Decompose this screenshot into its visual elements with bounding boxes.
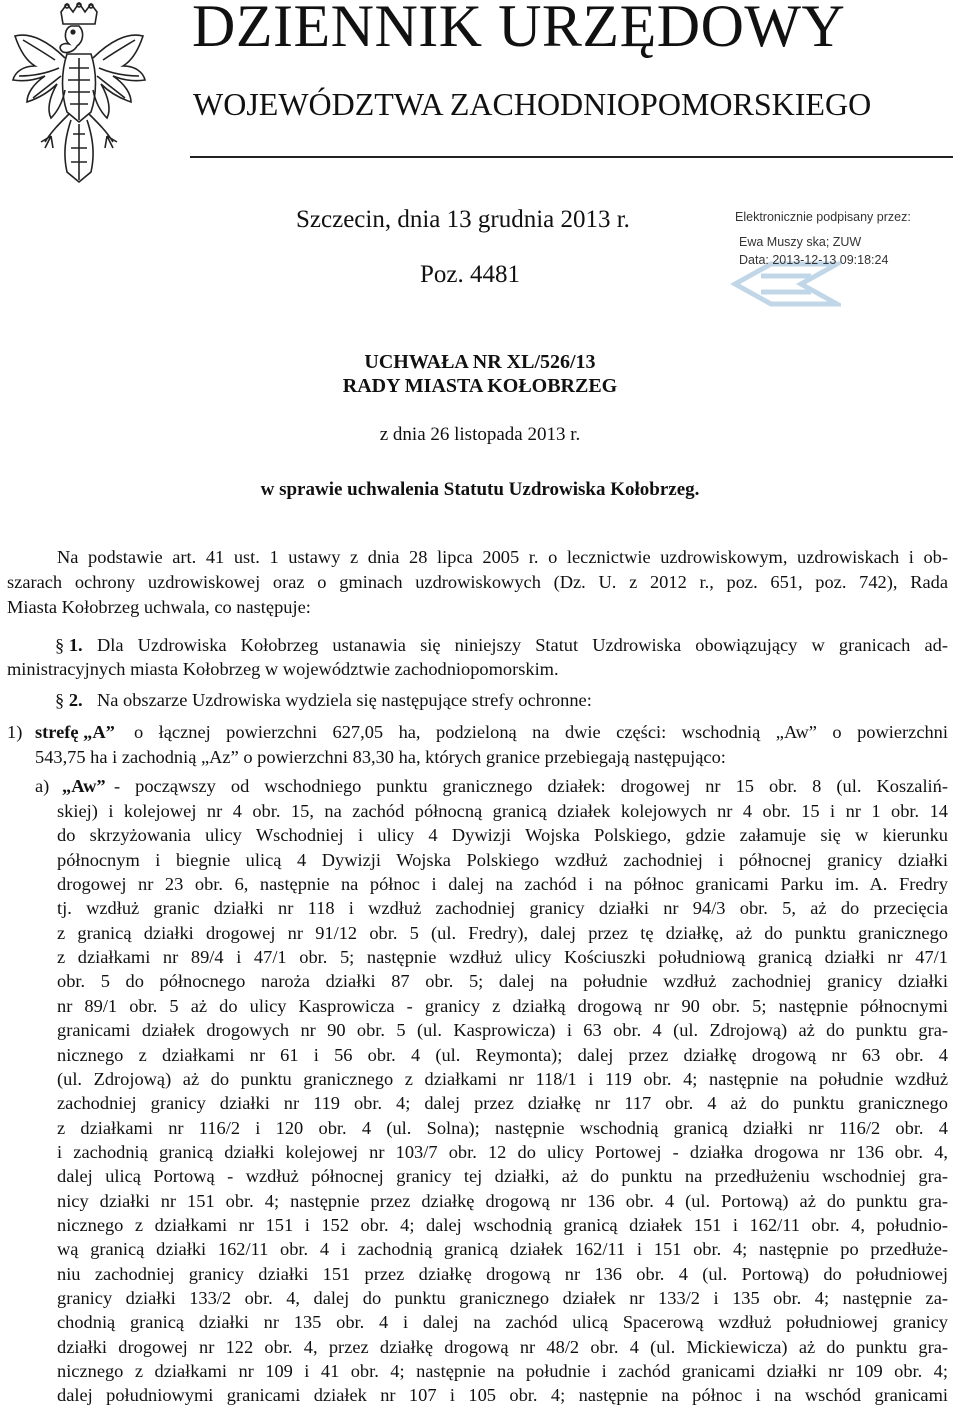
header-divider: [190, 156, 953, 158]
subitem-a-text: obr. 5 do północnego naroża działki 87 obr. 5; dalej na południe wzdłuż zachodniej granicy działki: [57, 971, 948, 992]
signature-watermark-icon: [731, 260, 841, 308]
zone-a-term: strefę „A”: [35, 722, 115, 742]
subitem-a-text: granicami działek drogowych nr 90 obr. 5 (ul. Kasprowicza) i 63 obr. 4 (ul. Zdrojową) aż do punktu gra-: [57, 1020, 948, 1041]
journal-subtitle: WOJEWÓDZTWA ZACHODNIOPOMORSKIEGO: [193, 86, 872, 122]
section-2-intro: Na obszarze Uzdrowiska wydziela się następujące strefy ochronne:: [97, 690, 592, 710]
subitem-a-text: nicznego z działkami nr 61 i 56 obr. 4 (ul. Reymonta); dalej przez działkę drogową nr 63 obr. 4: [57, 1044, 948, 1065]
subitem-a-text: dalej ulicą Portową - wzdłuż północnej granicy tej działki, aż do punktu na przedłużeniu wschodniej gra-: [57, 1166, 948, 1187]
signature-signer: Ewa Muszy ska; ZUW: [739, 235, 862, 249]
section-sign: §: [55, 690, 65, 710]
subitem-a-text: nr 89/1 obr. 5 aż do ulicy Kasprowicza - granicy z działką drogową nr 90 obr. 5; następnie północnymi: [57, 995, 948, 1016]
subitem-a-text: granicy działki 133/2 obr. 4, dalej do punktu granicznego działek nr 133/2 i 135 obr. 4; następnie za-: [57, 1288, 948, 1308]
subitem-a-text: chodnią granicą działki nr 135 obr. 4 i dalej na zachód ulicą Spacerową wzdłuż południowej granicy: [57, 1312, 948, 1333]
section-1-number: 1.: [68, 635, 83, 655]
issue-place-date: Szczecin, dnia 13 grudnia 2013 r.: [296, 206, 630, 233]
subitem-a-text: nicznego z działkami nr 151 i 152 obr. 4; dalej wschodnią granicą działek 151 i 162/11 obr. 4, południo-: [57, 1214, 948, 1235]
council-name: RADY MIASTA KOŁOBRZEG: [342, 375, 618, 397]
section-1-text: Dla Uzdrowiska Kołobrzeg ustanawia się niniejszy Statut Uzdrowiska obowiązujący w granicach ad-: [97, 635, 948, 655]
subitem-a-text: i zachodnią granicą działki kolejowej nr 103/7 obr. 12 do ulicy Portowej - działka drogowa nr 136 obr. 4,: [57, 1141, 948, 1162]
subitem-a-text: - począwszy od wschodniego punktu granicznego działek: drogowej nr 15 obr. 8 (ul. Koszaliń-: [114, 776, 948, 796]
subitem-a-text: drogowej nr 23 obr. 6, następnie na północ i dalej na zachód i na północ granicami Parku im. A. Fredry: [57, 874, 948, 895]
subitem-a-text: z działkami nr 89/4 i 47/1 obr. 5; następnie wzdłuż ulicy Kościuszki południową granicą działki nr 47/1: [57, 947, 948, 968]
resolution-date: z dnia 26 listopada 2013 r.: [379, 424, 581, 445]
position-number: Poz. 4481: [420, 261, 520, 288]
subitem-a-text: skiej) i kolejowej nr 4 obr. 15, na zachód północną granicą działek kolejowych nr 4 obr. 15 i nr 1 obr. 14: [57, 801, 948, 821]
preamble-line: Miasta Kołobrzeg uchwala, co następuje:: [7, 597, 311, 617]
section-2-marker: [55, 688, 83, 712]
subitem-a-text: nicznego z działkami nr 109 i 41 obr. 4; następnie na południe i zachód granicami działki nr 109 obr. 4;: [57, 1361, 948, 1382]
section-2-number: 2.: [68, 690, 83, 710]
zone-a-item-number: 1): [7, 722, 23, 742]
journal-title: DZIENNIK URZĘDOWY: [192, 0, 846, 59]
signature-label: Elektronicznie podpisany przez:: [735, 210, 911, 224]
section-1-marker: [55, 633, 83, 657]
subitem-a-text: do skrzyżowania ulicy Wschodniej i ulicy 4 Dywizji Wojska Polskiego, gdzie załamuje się w kierunku: [57, 825, 948, 846]
subitem-a-text: niu zachodniej granicy działki 151 przez działkę drogową nr 136 obr. 4 (ul. Portową) do południowej: [57, 1263, 948, 1284]
subitem-a-text: z działkami nr 116/2 i 120 obr. 4 (ul. Solna); następnie wschodnią granicą działki nr 116/2 obr. 4: [57, 1117, 948, 1138]
subitem-a-term: „Aw”: [62, 776, 106, 796]
subitem-a-text: zachodniej granicy działki nr 119 obr. 4; dalej przez działkę nr 117 obr. 4 aż do punktu granicznego: [57, 1093, 948, 1114]
zone-a-text: 543,75 ha i zachodnią „Az” o powierzchni 83,30 ha, których granice przebiegają następująco:: [35, 747, 726, 767]
subitem-a-text: z granicą działki drogowej nr 91/12 obr. 5 (ul. Fredry), dalej przez tę działkę, aż do punktu granicznego: [57, 922, 948, 943]
resolution-subject: w sprawie uchwalenia Statutu Uzdrowiska Kołobrzeg.: [260, 479, 700, 500]
preamble-line: Na podstawie art. 41 ust. 1 ustawy z dnia 28 lipca 2005 r. o lecznictwie uzdrowiskowym, uzdrowiskach i ob-: [57, 547, 948, 567]
subitem-a-text: tj. wzdłuż granic działki nr 118 i wzdłuż zachodniej granicy działki nr 94/3 obr. 5, aż do przecięcia: [57, 898, 948, 919]
subitem-a-text: działki drogowej nr 122 obr. 4, przez działkę drogową nr 48/2 obr. 4 (ul. Mickiewicza) aż do punktu gra-: [57, 1336, 948, 1357]
section-1-text: ministracyjnych miasta Kołobrzeg w województwie zachodniopomorskim.: [7, 659, 559, 679]
subitem-a-letter: a): [35, 776, 50, 796]
coat-of-arms-eagle-icon: [5, 2, 153, 188]
subitem-a-text: dalej południowymi granicami działek nr 107 i 105 obr. 4; następnie na północ i na wschód granicami: [57, 1385, 948, 1406]
preamble-line: szarach ochrony uzdrowiskowej oraz o gminach uzdrowiskowych (Dz. U. z 2012 r., poz. 651, poz. 742), Rada: [7, 572, 948, 592]
zone-a-text: o łącznej powierzchni 627,05 ha, podzieloną na dwie części: wschodnią „Aw” o powierzchni: [134, 722, 948, 742]
resolution-number: UCHWAŁA NR XL/526/13: [364, 351, 596, 373]
subitem-a-text: nicy działki nr 151 obr. 4; następnie przez działkę drogową nr 136 obr. 4 (ul. Portową) aż do punktu gra-: [57, 1190, 948, 1211]
signature-date: Data: 2013-12-13 09:18:24: [739, 253, 889, 267]
electronic-signature: [731, 210, 953, 310]
subitem-a-text: północnym i biegnie ulicą 4 Dywizji Wojska Polskiego wzdłuż zachodniej i północnej granicy działki: [57, 849, 948, 870]
subitem-a-text: (ul. Zdrojową) aż do punktu granicznego z działkami nr 118/1 i 119 obr. 4; następnie na południe wzdłuż: [57, 1068, 948, 1089]
section-sign: §: [55, 635, 65, 655]
subitem-a-text: wą granicą działki 162/11 obr. 4 i zachodnią granicą działek 162/11 i 151 obr. 4; następnie po przedłuże-: [57, 1239, 948, 1260]
